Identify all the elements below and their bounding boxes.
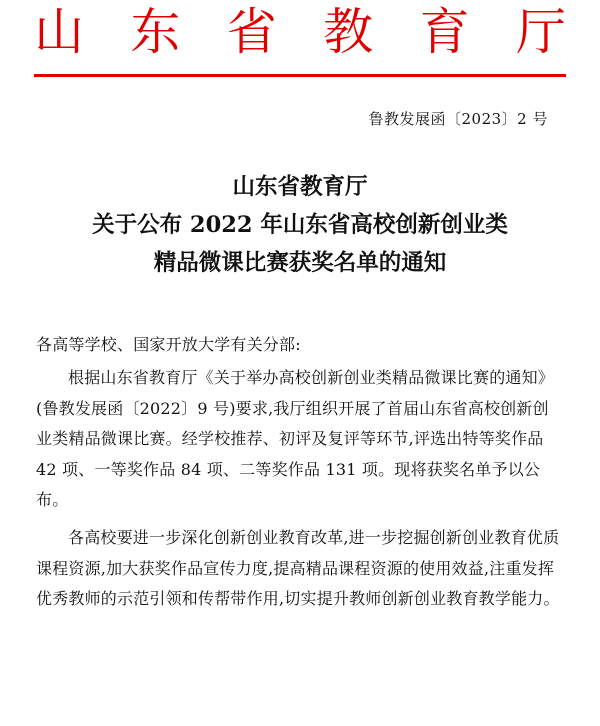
document-body bbox=[36, 330, 564, 623]
letterhead-char: 教 bbox=[323, 3, 374, 61]
document-number: 鲁教发展函〔2023〕2 号 bbox=[368, 110, 548, 128]
letterhead-char: 育 bbox=[419, 3, 470, 61]
letterhead-char: 东 bbox=[130, 3, 181, 61]
red-divider bbox=[34, 74, 566, 77]
title-line-3: 精品微课比赛获奖名单的通知 bbox=[153, 250, 447, 276]
body-paragraph-2: 各高校要进一步深化创新创业教育改革,进一步挖掘创新创业教育优质课程资源,加大获奖作品宣传力度,提高精品课程资源的使用效益,注重发挥优秀教师的示范引领和传帮带作用,切实提升教师创新创业教育教学能力。 bbox=[36, 528, 560, 609]
body-paragraph-1: 根据山东省教育厅《关于举办高校创新创业类精品微课比赛的通知》(鲁教发展函〔2022〕9 号)要求,我厅组织开展了首届山东省高校创新创业类精品微课比赛。经学校推荐、初评及复评等环节,评选出特等奖作品 42 项、一等奖作品 84 项、二等奖作品 131 项。现将获奖名单予以公布。 bbox=[36, 368, 555, 510]
letterhead-char: 厅 bbox=[515, 3, 566, 61]
salutation: 各高等学校、国家开放大学有关分部: bbox=[36, 335, 301, 354]
title-line-1: 山东省教育厅 bbox=[232, 174, 368, 200]
letterhead-char: 省 bbox=[226, 3, 277, 61]
letterhead-char: 山 bbox=[34, 3, 84, 61]
letterhead bbox=[34, 4, 566, 60]
document-title bbox=[0, 168, 600, 282]
title-line-2: 关于公布 2022 年山东省高校创新创业类 bbox=[92, 212, 508, 238]
